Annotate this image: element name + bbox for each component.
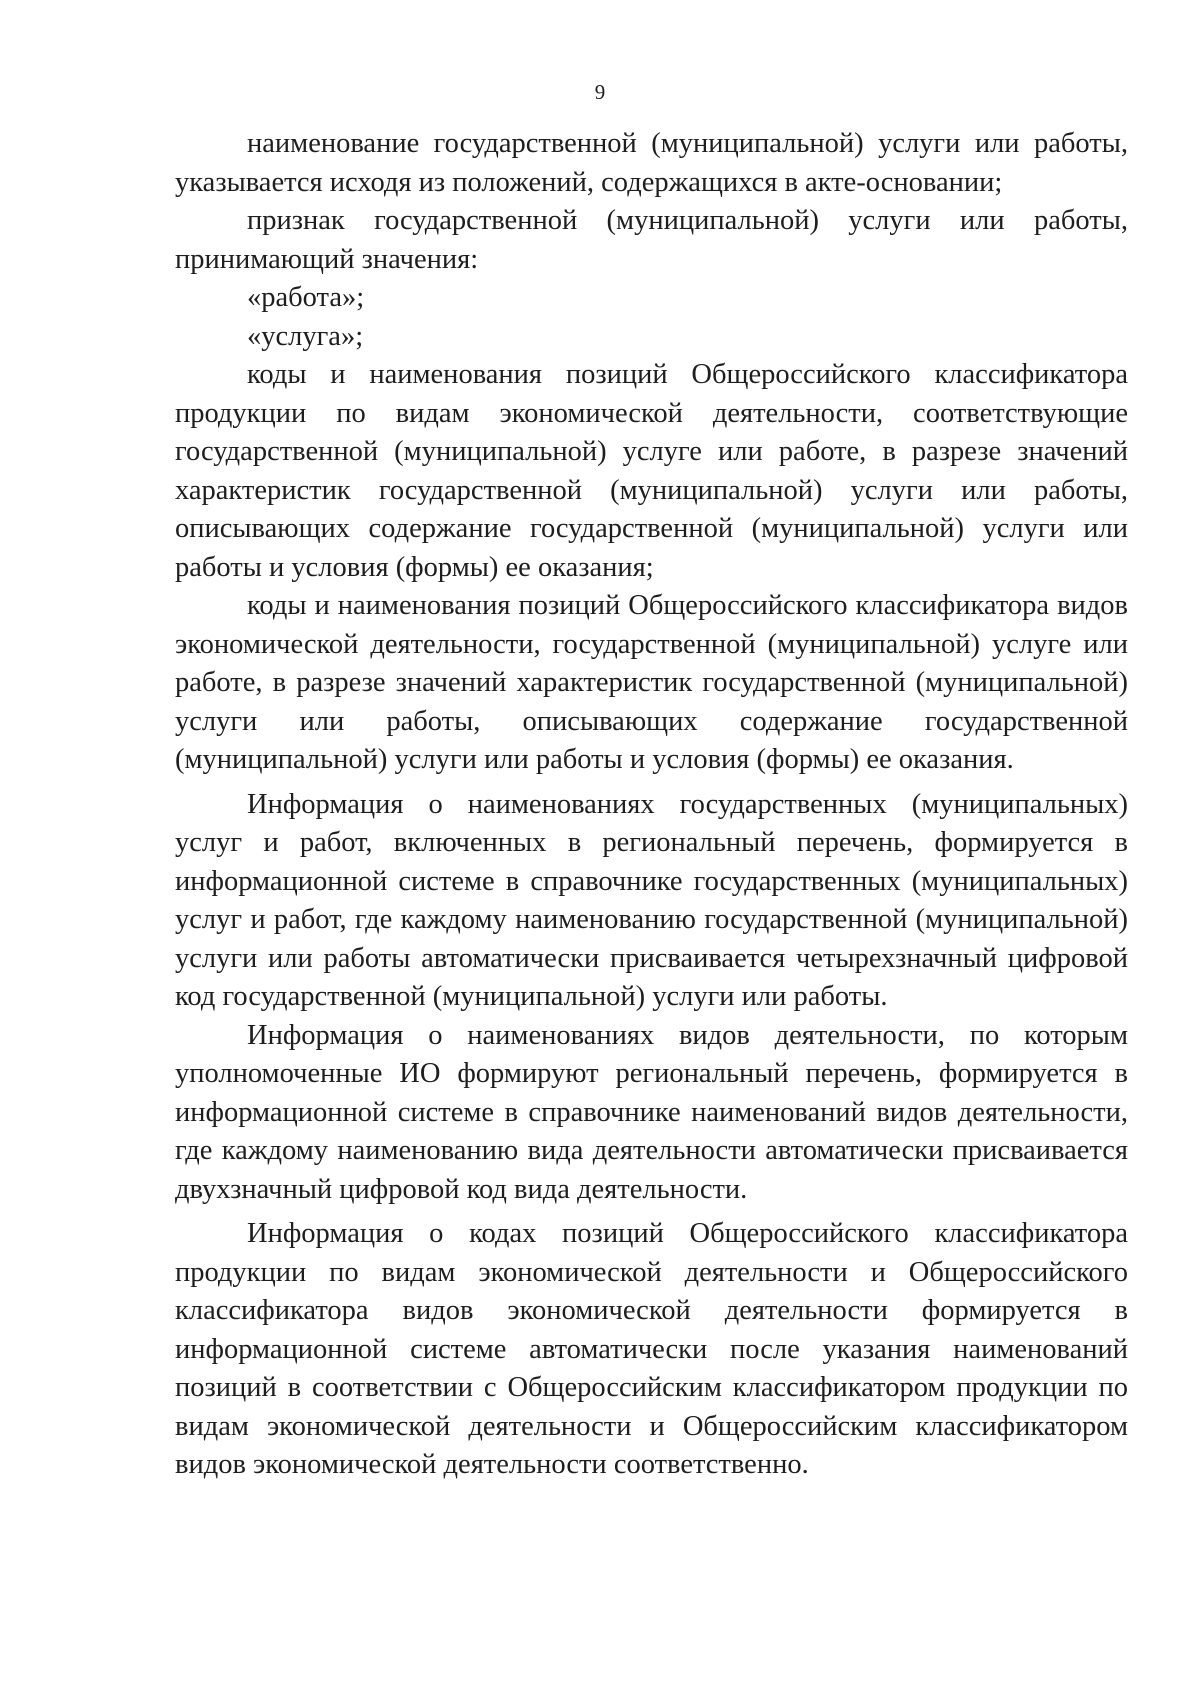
paragraph-activity-names-info: Информация о наименованиях видов деятельности, по которым уполномоченные ИО формируют региональный перечень, формируется в информационной системе в справочнике наименований видов деятельности, где каждому наименованию вида деятельности автоматически присваивается двухзначный цифровой код вида деятельности. xyxy=(175,1019,1128,1205)
page-number: 9 xyxy=(594,80,606,104)
paragraph-service-names-info: Информация о наименованиях государственных (муниципальных) услуг и работ, включенных в региональный перечень, формируется в информационной системе в справочнике государственных (муниципальных) услуг и работ, где каждому наименованию государственной (муниципальной) услуги или работы автоматически присваивается четырехзначный цифровой код государственной (муниципальной) услуги или работы. xyxy=(175,788,1128,1012)
paragraph-classifier-codes-info: Информация о кодах позиций Общероссийского классификатора продукции по видам экономической деятельности и Общероссийского классификатора видов экономической деятельности формируется в информационной системе автоматически после указания наименований позиций в соответствии с Общероссийским классификатором продукции по видам экономической деятельности и Общероссийским классификатором видов экономической деятельности соответственно. xyxy=(175,1218,1128,1480)
document-body xyxy=(175,125,1128,1485)
paragraph-okved-codes: коды и наименования позиций Общероссийского классификатора видов экономической деятельности, государственной (муниципальной) услуге или работе, в разрезе значений характеристик государственной (муниципальной) услуги или работы, описывающих содержание государственной (муниципальной) услуги или работы и условия (формы) ее оказания. xyxy=(175,590,1128,775)
list-item-service: «услуга»; xyxy=(247,320,364,352)
paragraph-service-name: наименование государственной (муниципальной) услуги или работы, указывается исходя из положений, содержащихся в акте-основании; xyxy=(175,128,1128,198)
list-item-work: «работа»; xyxy=(247,282,365,313)
paragraph-okpd-codes: коды и наименования позиций Общероссийского классификатора продукции по видам экономической деятельности, соответствующие государственной (муниципальной) услуге или работе, в разрезе значений характеристик государственной (муниципальной) услуги или работы, описывающих содержание государственной (муниципальной) услуги или работы и условия (формы) ее оказания; xyxy=(175,359,1128,583)
paragraph-service-attribute: признак государственной (муниципальной) услуги или работы, принимающий значения: xyxy=(175,205,1128,275)
